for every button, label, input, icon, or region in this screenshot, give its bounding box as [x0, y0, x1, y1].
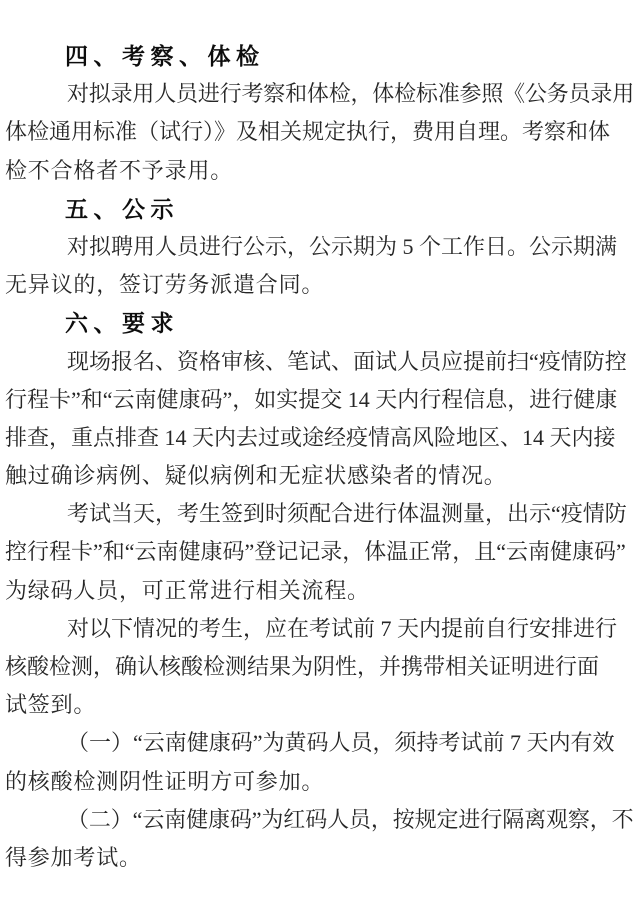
- text-line: 对以下情况的考生，应在考试前 7 天内提前自行安排进行: [67, 615, 618, 641]
- text-line: 检不合格者不予录用。: [5, 157, 234, 183]
- section-heading-public-notice: 五、公示: [65, 195, 179, 222]
- text-line: 考试当天，考生签到时须配合进行体温测量，出示“疫情防: [67, 501, 627, 527]
- section-heading-inspection-physical: 四、考察、体检: [65, 43, 265, 69]
- text-line: 得参加考试。: [5, 844, 142, 870]
- text-line: 对拟聘用人员进行公示，公示期为 5 个工作日。公示期满: [67, 233, 618, 259]
- text-line: （一）“云南健康码”为黄码人员，须持考试前 7 天内有效: [67, 730, 615, 756]
- text-line: 行程卡”和“云南健康码”，如实提交 14 天内行程信息，进行健康: [5, 386, 618, 412]
- text-line: 试签到。: [5, 692, 97, 718]
- text-line: 触过确诊病例、疑似病例和无症状感染者的情况。: [5, 463, 507, 489]
- text-line: 对拟录用人员进行考察和体检，体检标准参照《公务员录用: [67, 81, 634, 107]
- section-heading-requirements: 六、要求: [65, 310, 179, 337]
- text-line: 体检通用标准（试行）》及相关规定执行，费用自理。考察和体: [5, 119, 611, 145]
- text-line: 为绿码人员，可正常进行相关流程。: [5, 577, 370, 603]
- text-line: 控行程卡”和“云南健康码”登记记录，体温正常，且“云南健康码”: [5, 539, 626, 565]
- text-line: （二）“云南健康码”为红码人员，按规定进行隔离观察，不: [67, 806, 634, 832]
- text-line: 核酸检测，确认核酸检测结果为阴性，并携带相关证明进行面: [5, 654, 600, 679]
- text-line: 排查，重点排查 14 天内去过或途经疫情高风险地区、14 天内接: [5, 424, 616, 450]
- text-line: 无异议的，签订劳务派遣合同。: [5, 272, 325, 298]
- text-line: 现场报名、资格审核、笔试、面试人员应提前扫“疫情防控: [67, 348, 627, 374]
- text-line: 的核酸检测阴性证明方可参加。: [5, 768, 325, 794]
